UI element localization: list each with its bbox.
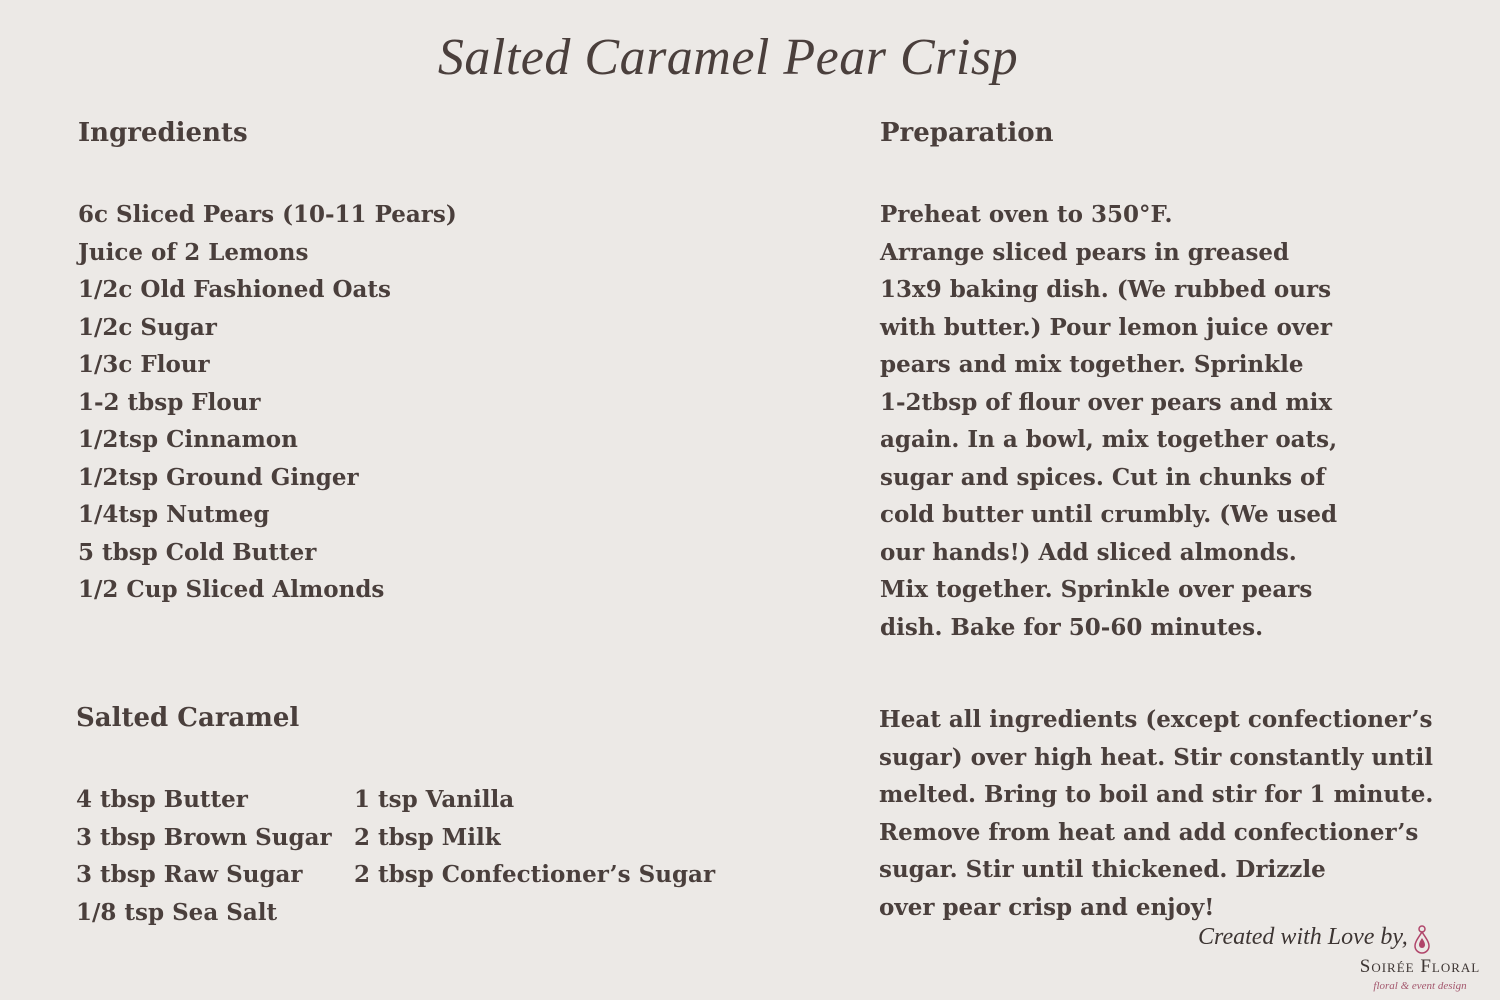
caramel-instructions [879, 701, 1433, 926]
text-line: 13x9 baking dish. (We rubbed ours [880, 276, 1332, 303]
caramel-ingredients-col2 [354, 781, 715, 894]
list-item: 1/2c Sugar [78, 313, 217, 341]
text-line: Remove from heat and add confectioner’s [879, 818, 1419, 846]
list-item: 1/2c Old Fashioned Oats [78, 276, 391, 303]
brand-name: Soirée Floral [1359, 956, 1481, 977]
list-item: 2 tbsp Milk [354, 823, 501, 851]
list-item: 1 tsp Vanilla [354, 786, 515, 813]
text-line: sugar) over high heat. Stir constantly until [879, 743, 1433, 771]
text-line: sugar. Stir until thickened. Drizzle [879, 856, 1326, 883]
list-item: 3 tbsp Brown Sugar [76, 823, 332, 851]
preparation-text [880, 196, 1337, 646]
text-line: 1-2tbsp of flour over pears and mix [880, 388, 1333, 416]
text-line: Mix together. Sprinkle over pears [880, 576, 1313, 603]
list-item: 1/3c Flour [78, 351, 210, 378]
list-item: 1/2tsp Cinnamon [78, 426, 298, 453]
ingredients-list [78, 196, 457, 609]
preparation-heading: Preparation [880, 118, 1054, 148]
list-item: 1/8 tsp Sea Salt [76, 898, 278, 926]
brand-tagline: floral & event design [1373, 980, 1467, 992]
signature: Created with Love by, [1198, 924, 1408, 950]
caramel-ingredients-col1 [76, 781, 332, 931]
text-line: Preheat oven to 350°F. [880, 201, 1173, 228]
list-item: 5 tbsp Cold Butter [78, 538, 317, 566]
list-item: 3 tbsp Raw Sugar [76, 861, 303, 888]
text-line: pears and mix together. Sprinkle [880, 351, 1304, 378]
caramel-heading: Salted Caramel [76, 703, 300, 733]
text-line: dish. Bake for 50-60 minutes. [880, 613, 1264, 641]
list-item: 1/2 Cup Sliced Almonds [78, 576, 385, 603]
text-line: our hands!) Add sliced almonds. [880, 538, 1297, 566]
list-item: Juice of 2 Lemons [78, 238, 309, 266]
text-line: melted. Bring to boil and stir for 1 minute. [879, 781, 1434, 808]
text-line: cold butter until crumbly. (We used [880, 501, 1338, 528]
recipe-title: Salted Caramel Pear Crisp [437, 29, 1019, 86]
brand-logo-text [1342, 956, 1498, 978]
floral-drop-icon [1412, 924, 1432, 954]
text-line: Heat all ingredients (except confectioner’s [879, 706, 1433, 733]
list-item: 1/4tsp Nutmeg [78, 501, 270, 528]
text-line: Arrange sliced pears in greased [880, 238, 1290, 266]
text-line: over pear crisp and enjoy! [879, 893, 1215, 921]
text-line: with butter.) Pour lemon juice over [880, 313, 1333, 341]
list-item: 2 tbsp Confectioner’s Sugar [354, 861, 716, 888]
text-line: again. In a bowl, mix together oats, [880, 426, 1338, 453]
list-item: 1/2tsp Ground Ginger [78, 463, 359, 491]
text-line: sugar and spices. Cut in chunks of [880, 463, 1326, 491]
list-item: 6c Sliced Pears (10-11 Pears) [78, 201, 457, 228]
list-item: 4 tbsp Butter [76, 786, 248, 813]
ingredients-heading: Ingredients [78, 118, 248, 148]
list-item: 1-2 tbsp Flour [78, 388, 261, 416]
